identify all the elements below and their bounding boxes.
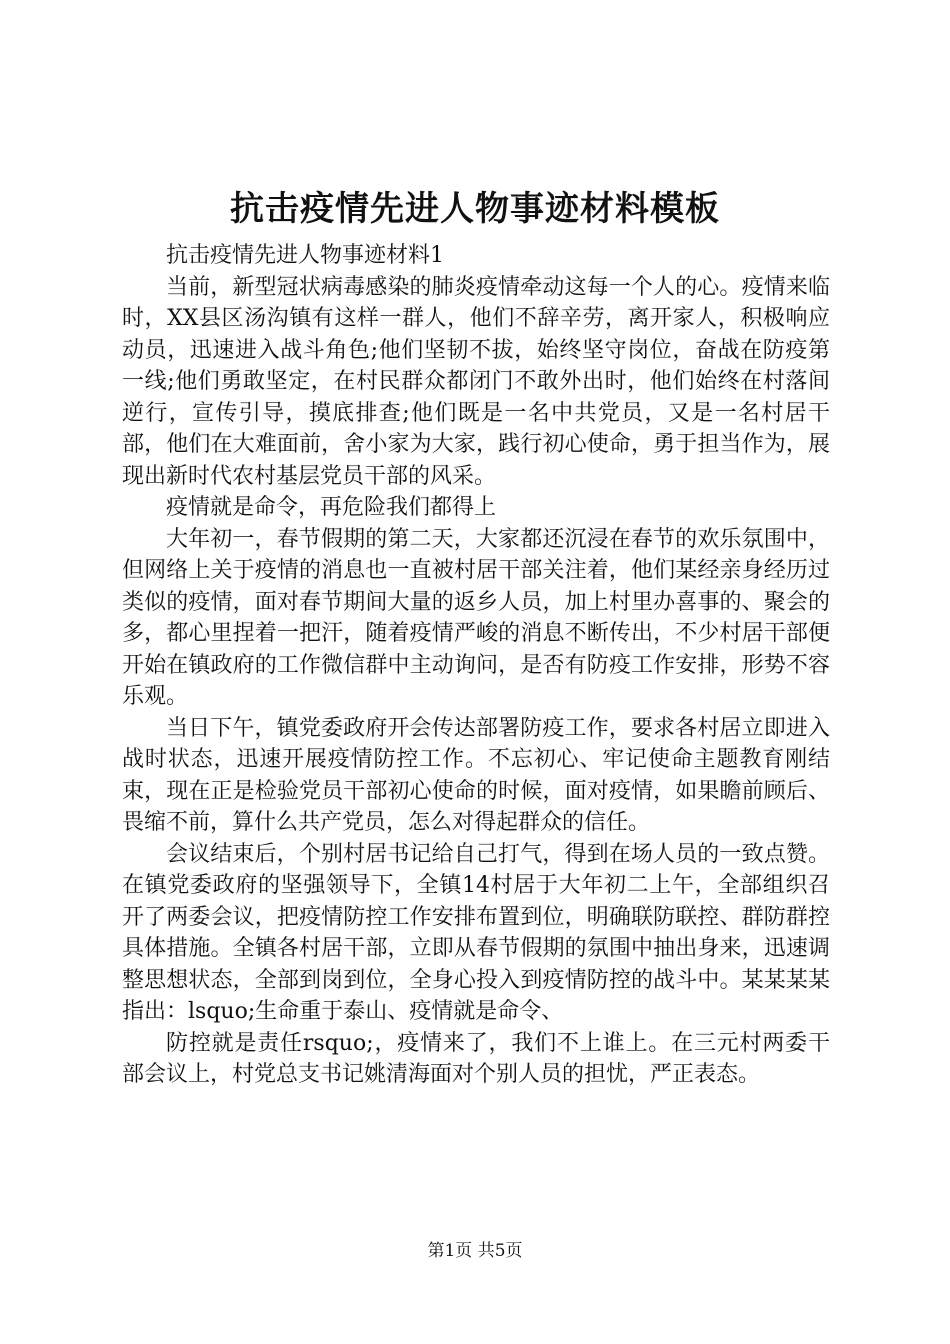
document-body <box>122 240 830 1091</box>
paragraph-heading: 疫情就是命令，再危险我们都得上 <box>166 495 497 520</box>
paragraph-intro: 当前，新型冠状病毒感染的肺炎疫情牵动这每一个人的心。疫情来临时，XX县区汤沟镇有这样一群人，他们不辞辛劳，离开家人，积极响应动员，迅速进入战斗角色;他们坚韧不拔，始终坚守岗位，奋战在防疫第一线;他们勇敢坚定，在村民群众都闭门不敢外出时，他们始终在村落间逆行，宣传引导，摸底排查;他们既是一名中共党员，又是一名村居干部，他们在大难面前，舍小家为大家，践行初心使命，勇于担当作为，展现出新时代农村基层党员干部的风采。 <box>122 274 830 489</box>
page-footer: 第1页 共5页 <box>427 1241 523 1261</box>
document-title: 抗击疫情先进人物事迹材料模板 <box>230 189 720 229</box>
paragraph-responsibility: 防控就是责任rsquo;，疫情来了，我们不上谁上。在三元村两委干部会议上，村党总支书记姚清海面对个别人员的担忧，严正表态。 <box>122 1030 830 1087</box>
paragraph-subtitle: 抗击疫情先进人物事迹材料1 <box>166 243 444 268</box>
paragraph-afternoon: 当日下午，镇党委政府开会传达部署防疫工作，要求各村居立即进入战时状态，迅速开展疫情防控工作。不忘初心、牢记使命主题教育刚结束，现在正是检验党员干部初心使命的时候，面对疫情，如果瞻前顾后、畏缩不前，算什么共产党员，怎么对得起群众的信任。 <box>122 715 830 835</box>
paragraph-after-meeting: 会议结束后，个别村居书记给自己打气，得到在场人员的一致点赞。在镇党委政府的坚强领导下，全镇14村居于大年初二上午，全部组织召开了两委会议，把疫情防控工作安排布置到位，明确联防联控、群防群控具体措施。全镇各村居干部，立即从春节假期的氛围中抽出身来，迅速调整思想状态，全部到岗到位，全身心投入到疫情防控的战斗中。某某某某指出：lsquo;生命重于泰山、疫情就是命令、 <box>122 841 830 1024</box>
paragraph-new-year: 大年初一，春节假期的第二天，大家都还沉浸在春节的欢乐氛围中，但网络上关于疫情的消息也一直被村居干部关注着，他们某经亲身经历过类似的疫情，面对春节期间大量的返乡人员，加上村里办喜事的、聚会的多，都心里捏着一把汗，随着疫情严峻的消息不断传出，不少村居干部便开始在镇政府的工作微信群中主动询问，是否有防疫工作安排，形势不容乐观。 <box>122 526 830 709</box>
